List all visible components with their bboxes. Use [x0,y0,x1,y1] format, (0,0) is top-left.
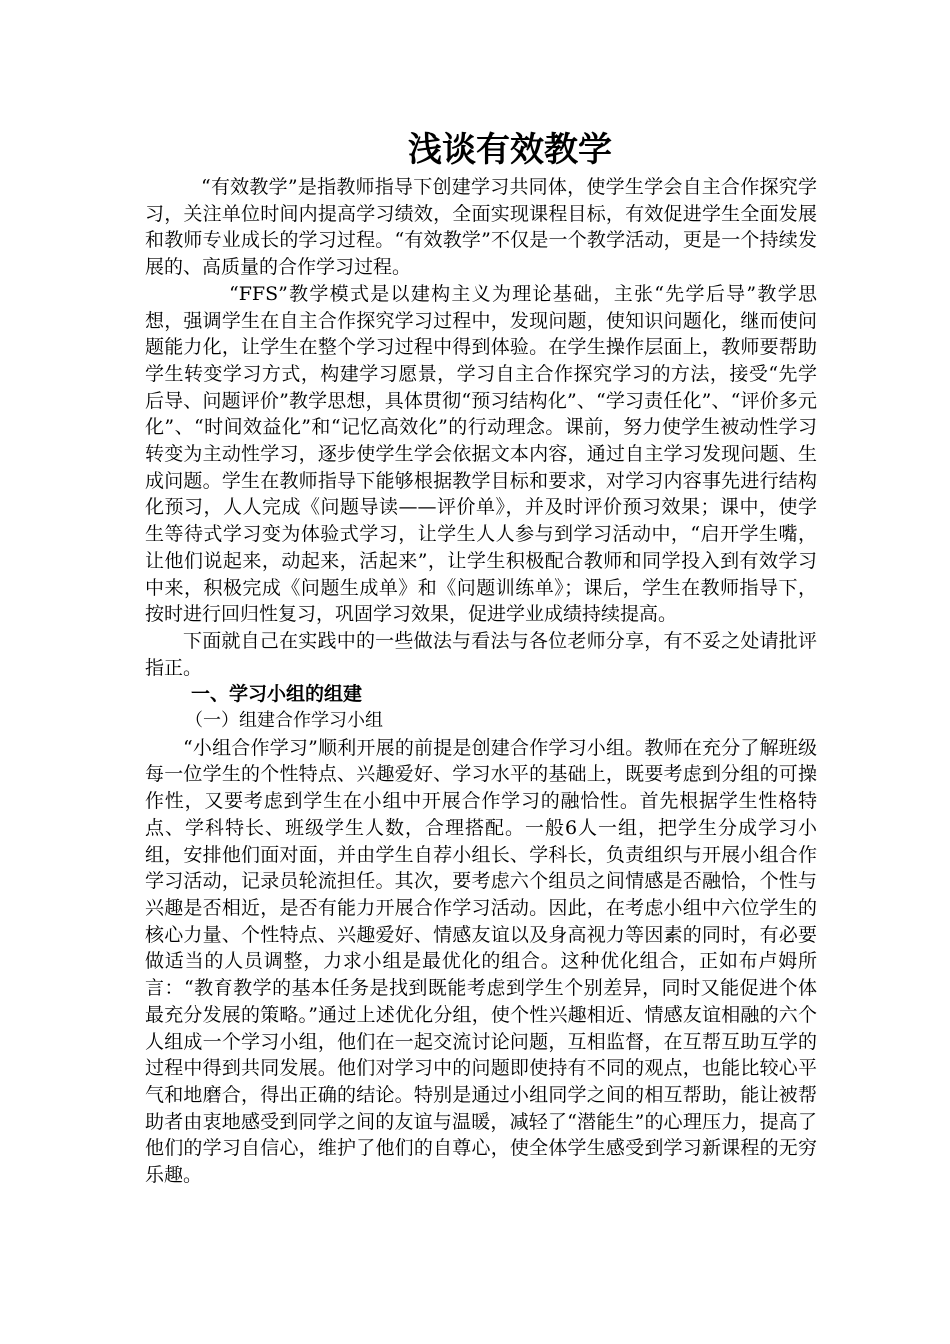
document-title: 浅谈有效教学 [408,130,612,170]
document-body [145,174,817,1189]
paragraph-group-building: “小组合作学习”顺利开展的前提是创建合作学习小组。教师在充分了解班级每一位学生的个性特点、兴趣爱好、学习水平的基础上，既要考虑到分组的可操作性，又要考虑到学生在小组中开展合作学习的融恰性。首先根据学生性格特点、学科特长、班级学生人数，合理搭配。一般6人一组，把学生分成学习小组，安排他们面对面，并由学生自荐小组长、学科长，负责组织与开展小组合作学习活动，记录员轮流担任。其次，要考虑六个组员之间情感是否融恰，个性与兴趣是否相近，是否有能力开展合作学习活动。因此，在考虑小组中六位学生的核心力量、个性特点、兴趣爱好、情感友谊以及身高视力等因素的同时，有必要做适当的人员调整，力求小组是最优化的组合。这种优化组合，正如布卢姆所言：“教育教学的基本任务是找到既能考虑到学生个别差异，同时又能促进个体最充分发展的策略。”通过上述优化分组，使个性兴趣相近、情感友谊相融的六个人组成一个学习小组，他们在一起交流讨论问题，互相监督，在互帮互助互学的过程中得到共同发展。他们对学习中的问题即使持有不同的观点，也能比较心平气和地磨合，得出正确的结论。特别是通过小组同学之间的相互帮助，能让被帮助者由衷地感受到同学之间的友谊与温暖，减轻了“潜能生”的心理压力，提高了他们的学习自信心，维护了他们的自尊心，使全体学生感受到学习新课程的无穷乐趣。 [145,736,817,1187]
paragraph-ffs-model: “FFS”教学模式是以建构主义为理论基础，主张“先学后导”教学思想，强调学生在自主合作探究学习过程中，发现问题，使知识问题化，继而使问题能力化，让学生在整个学习过程中得到体验。在学生操作层面上，教师要帮助学生转变学习方式，构建学习愿景，学习自主合作探究学习的方法，接受“先学后导、问题评价”教学思想，具体贯彻“预习结构化”、“学习责任化”、“评价多元化”、“时间效益化”和“记忆高效化”的行动理念。课前，努力使学生被动性学习转变为主动性学习，逐步使学生学会依据文本内容，通过自主学习发现问题、生成问题。学生在教师指导下能够根据教学目标和要求，对学习内容事先进行结构化预习，人人完成《问题导读——评价单》，并及时评价预习效果；课中，使学生等待式学习变为体验式学习，让学生人人参与到学习活动中，“启开学生嘴，让他们说起来，动起来，活起来”，让学生积极配合教师和同学投入到有效学习中来，积极完成《问题生成单》和《问题训练单》；课后，学生在教师指导下，按时进行回归性复习，巩固学习效果，促进学业成绩持续提高。 [145,282,817,626]
subsection-heading: （一）组建合作学习小组 [185,710,383,732]
paragraph-sharing: 下面就自己在实践中的一些做法与看法与各位老师分享，有不妥之处请批评指正。 [145,629,817,679]
section-heading: 一、学习小组的组建 [191,683,363,706]
paragraph-intro: “有效教学”是指教师指导下创建学习共同体，使学生学会自主合作探究学习，关注单位时间内提高学习绩效，全面实现课程目标，有效促进学生全面发展和教师专业成长的学习过程。“有效教学”不仅是一个教学活动，更是一个持续发展的、高质量的合作学习过程。 [145,176,817,279]
